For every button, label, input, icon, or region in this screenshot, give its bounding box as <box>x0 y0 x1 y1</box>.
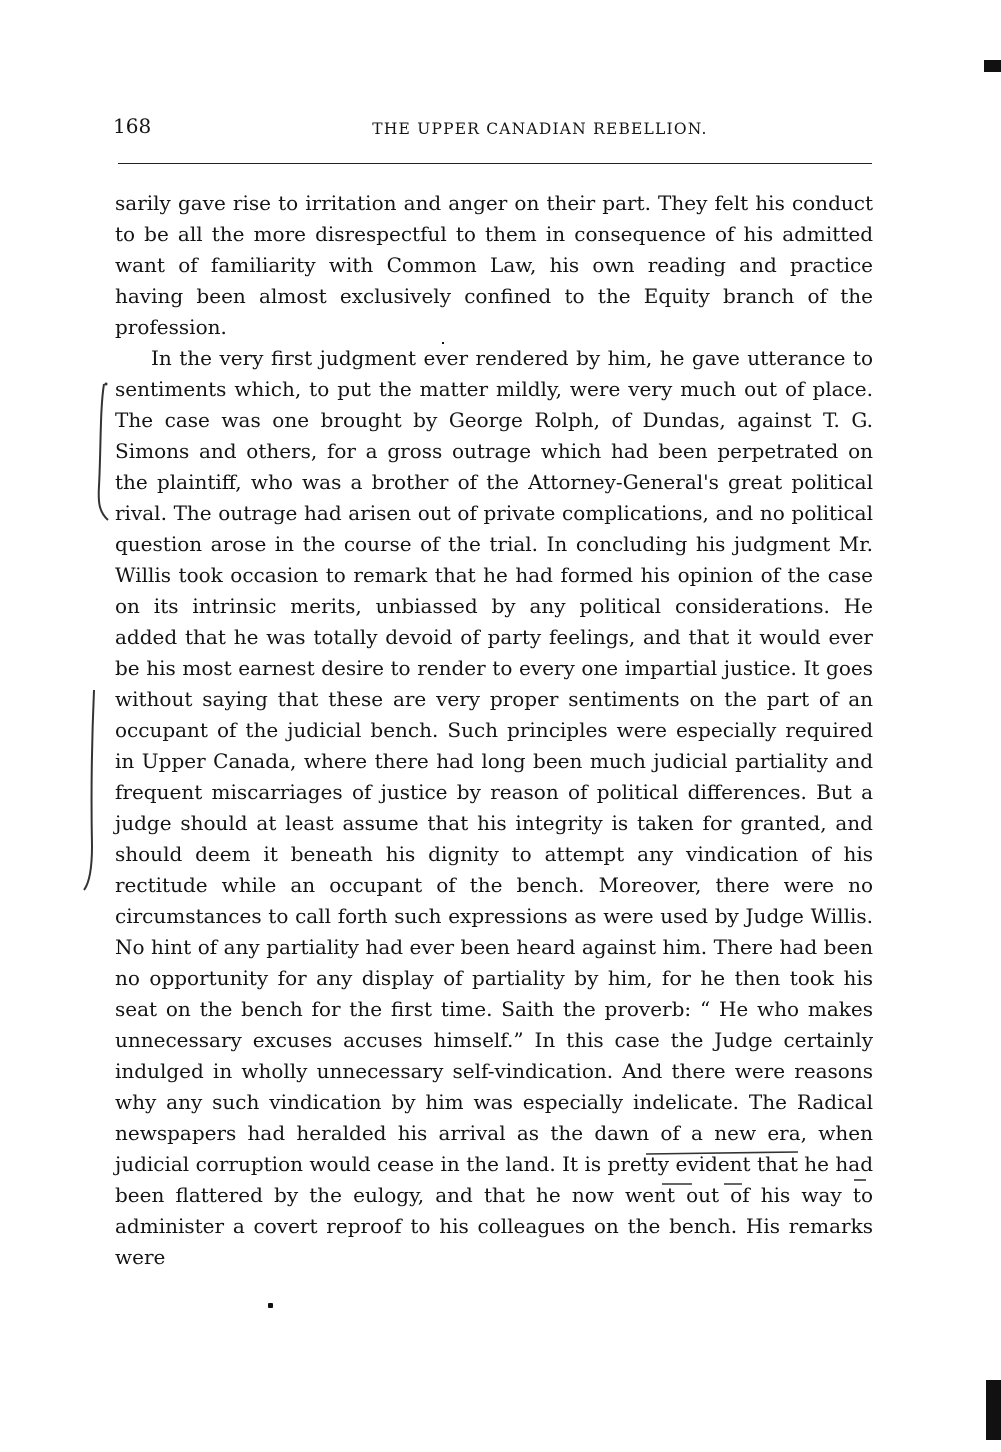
paragraph-continued: sarily gave rise to irritation and anger on their part. They felt his conduct to be all the more disrespectful to them in consequence of his admitted want of familiarity with Common Law, his own reading and practice having been almost exclusively confined to the Equity branch of the profession. <box>115 191 873 339</box>
paragraph-main: In the very first judgment ever rendered by him, he gave utterance to sentiments which, to put the matter mildly, were very much out of place. The case was one brought by George Rolph, of Dundas, against T. G. Simons and others, for a gross outrage which had been perpetrated on the plaintiff, who was a brother of the Attorney-General's great political rival. The outrage had arisen out of private complications, and no political question arose in the course of the trial. In concluding his judgment Mr. Willis took occasion to remark that he had formed his opinion of the case on its intrinsic merits, unbiassed by any political considerations. He added that he was totally devoid of party feelings, and that it would ever be his most earnest desire to render to every one impartial justice. It goes without saying that these are very proper sentiments on the part of an occupant of the judicial bench. Such principles were especially required in Upper Canada, where there had long been much judicial partiality and frequent miscarriages of justice by reason of political differences. But a judge should at least assume that his integrity is taken for granted, and should deem it beneath his dignity to attempt any vindication of his rectitude while an occupant of the bench. Moreover, there were no circumstances to call forth such expressions as were used by Judge Willis. No hint of any partiality had ever been heard against him. There had been no opportunity for any display of partiality by him, for he then took his seat on the bench for the first time. Saith the proverb: “ He who makes unnecessary excuses accuses himself.” In this case the Judge certainly indulged in wholly unnecessary self-vindication. And there were reasons why any such vindication by him was especially indelicate. The Radical newspapers had heralded his arrival as the dawn of a new era, when judicial corruption would cease in the land. It is pretty evident that he had been flattered by the eulogy, and that he now went out of his way to administer a covert reproof to his colleagues on the bench. His remarks were <box>115 346 873 1269</box>
body-text <box>115 188 873 1273</box>
page-mark-bottom-right <box>986 1380 1001 1440</box>
page-mark-top-right <box>984 60 1001 72</box>
page-number: 168 <box>113 114 152 138</box>
header-rule <box>118 163 872 164</box>
page-mark-speck <box>442 342 444 344</box>
running-title: THE UPPER CANADIAN REBELLION. <box>372 120 708 138</box>
margin-bracket-lower <box>80 686 110 896</box>
page-mark-dot <box>268 1303 273 1308</box>
